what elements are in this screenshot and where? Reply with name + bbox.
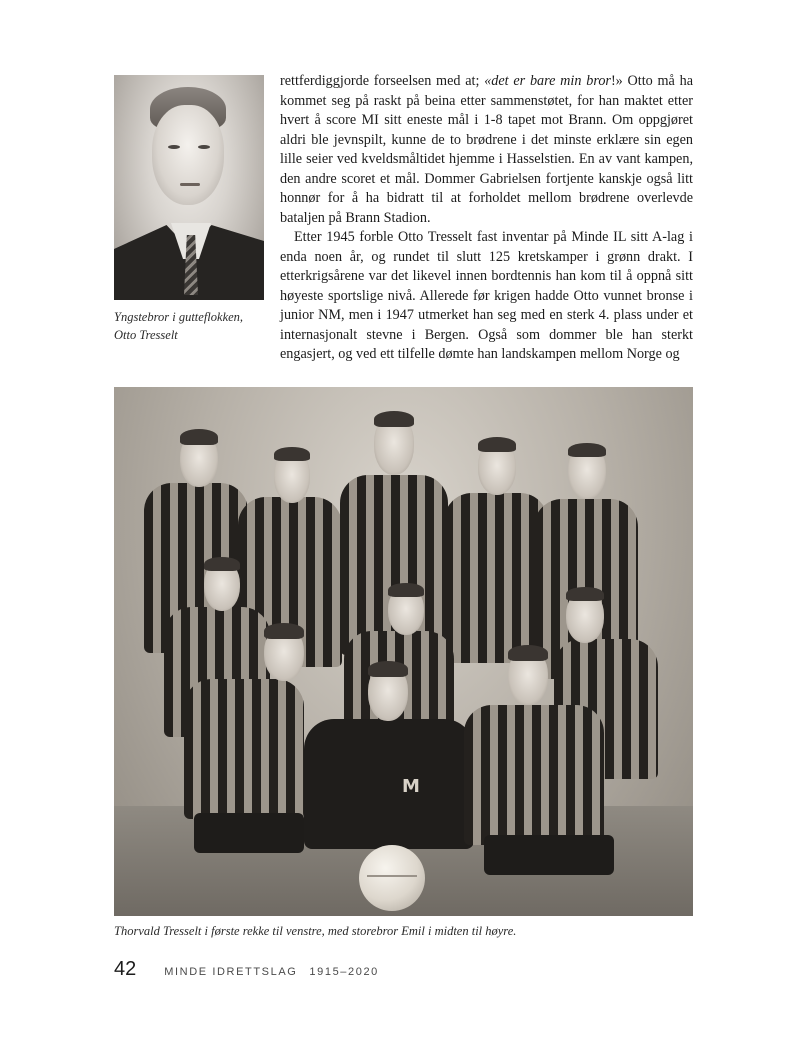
body-text [280, 72, 693, 365]
portrait-caption-line2: Otto Tresselt [114, 328, 178, 342]
paragraph-2: Etter 1945 forble Otto Tresselt fast inventar på Minde IL sitt A-lag i enda noen år, og rundet til slutt 125 kretskamper i grønn drakt. I etterkrigsårene var det likevel innen bordtennis han kom til å oppnå sitt høyeste sportslige nivå. Allerede før krigen hadde Otto vunnet bronse i junior NM, men i 1947 utmerket han seg med en sterk 4. plass under et internasjonalt stevne i Bergen. Også som dommer ble han sterkt engasjert, og ved ett tilfelle dømte han landskampen mellom Norge og [280, 229, 693, 362]
running-title: MINDE IDRETTSLAG [164, 966, 298, 978]
club-emblem: M [402, 776, 420, 797]
portrait-caption-line1: Yngstebror i gutteflokken, [114, 310, 244, 324]
running-years: 1915–2020 [309, 966, 379, 978]
football [359, 845, 425, 911]
portrait-eye-left [168, 145, 180, 149]
team-photo [114, 387, 693, 916]
quote: «det er bare min bror [484, 73, 611, 89]
portrait-mouth [180, 183, 200, 186]
page-number: 42 [114, 958, 137, 980]
paragraph-1-rest: Otto må ha kommet seg på raskt på beina etter sammenstøtet, for han maktet etter hvert å score MI sitt eneste mål i 1-8 tapet mot Brann. Om oppgjøret aldri ble jevnspilt, kunne de to brødrene i det minste erklære sin egen lille seier ved kveldsmåltidet hjemme i Hasselstien. En av vant kampen, den andre scoret et mål. Dommer Gabrielsen fortjente kanskje også litt honnør for å ha bidratt til at forholdet mellom brødrene overlevde bataljen på Brann Stadion. [280, 73, 693, 226]
paragraph-1 [280, 72, 693, 228]
portrait-eye-right [198, 145, 210, 149]
team-photo-caption: Thorvald Tresselt i første rekke til venstre, med storebror Emil i midten til høyre. [114, 924, 517, 938]
quote-close: !» [610, 73, 623, 89]
page-footer [114, 958, 379, 988]
portrait-face [152, 105, 224, 205]
paragraph-1-start: rettferdiggjorde forseelsen med at; [280, 73, 485, 89]
portrait-caption [114, 308, 264, 344]
portrait-photo [114, 75, 264, 300]
